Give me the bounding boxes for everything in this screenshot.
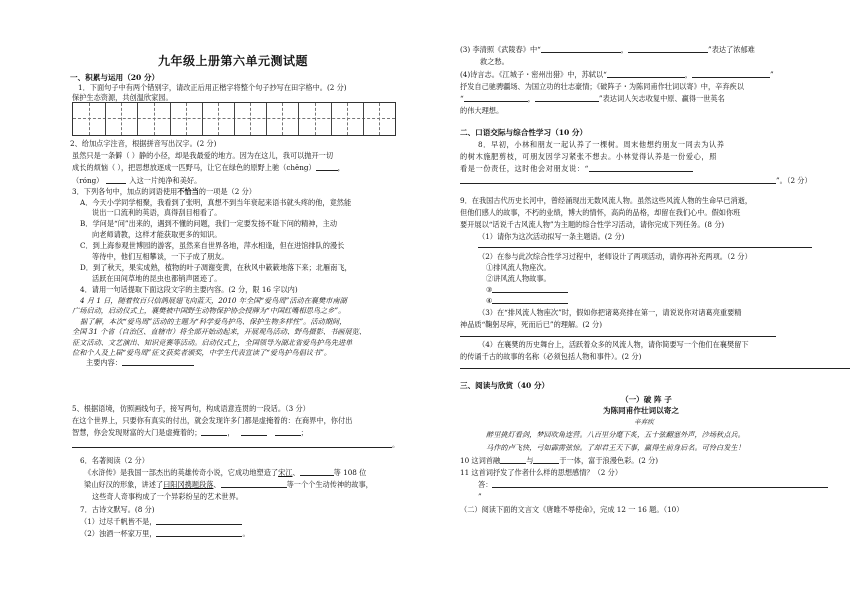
- grid-cell-divider: [298, 103, 299, 135]
- grid-cell-divider: [105, 103, 106, 135]
- q9-sub-3-line-2: 神品质“鞠躬尽瘁，死而后已”的理解。(2 分): [460, 320, 603, 329]
- question-9-line-1: 9．在我国古代历史长河中，曾经涌现出无数风流人物。虽然这些风流人物的生命早已消逝，: [460, 196, 753, 205]
- grid-cell-divider: [250, 103, 251, 135]
- poem-line-2: 马作的卢飞快，弓如霹雳弦惊。了却君王天下事，赢得生前身后名。可怜白发生！: [486, 443, 745, 452]
- q5-period: 。: [392, 440, 400, 449]
- q6-line-2: [84, 480, 373, 489]
- q7-3-tail: ”表达了浓郁难: [708, 45, 755, 54]
- q7-item-3-cont: 救之愁。: [480, 57, 509, 66]
- q2-tail: 入这一片纯净和美好。: [129, 176, 202, 185]
- q11-answer-blank[interactable]: [492, 480, 828, 488]
- q7-4-quote: ”: [770, 70, 774, 79]
- grid-cell-divider: [331, 103, 332, 135]
- option-a-line-1: A．今天小学同学相聚，我看到了张明，真想不到当年衰起来语书就头疼的他，竟然能: [80, 198, 352, 207]
- q5-line-3: [72, 440, 399, 449]
- q10-blank-2[interactable]: [533, 456, 559, 464]
- q7-3-comma: ，: [620, 45, 629, 54]
- question-2-line-1: 虽然只是一条僻（ ）静的小径，却是我最爱的地方。因为在这儿，我可以抛开一切: [72, 151, 334, 160]
- q5-blank-3[interactable]: [275, 428, 301, 436]
- q7-4-blank-3[interactable]: [464, 94, 528, 102]
- grid-cell-divider: [202, 103, 203, 135]
- q9-activity-4-num: ④: [486, 296, 493, 305]
- q6-text-e: 梁山好汉的形象，讲述了: [84, 480, 164, 489]
- option-b-line-2: 向老师请教，这样才能获取更多的知识。: [92, 230, 222, 239]
- q3-emphasis: 不恰当: [177, 187, 199, 196]
- question-8-line-4: [460, 176, 812, 185]
- q9-activity-3: [486, 285, 568, 294]
- q6-text-f: 、: [213, 480, 221, 489]
- question-6: 6．名著阅读（2 分）: [80, 456, 149, 465]
- q7-2-period: 。: [242, 529, 250, 538]
- grid-cell-divider: [154, 103, 155, 135]
- poem-line-1: 醉里挑灯看剑，梦回吹角连营。八百里分麾下炙，五十弦翻塞外声，沙场秋点兵。: [486, 430, 745, 439]
- q4-passage-1: 4 月 1 日，随着牧百只信鸽展翅飞向蓝天，2010 年全国“爱鸟周”活动在襄樊市南湖: [80, 296, 347, 305]
- question-5: 5、根据语境，仿照画线句子，接写两句，构成语意连贯的一段话。（3 分）: [72, 404, 310, 413]
- question-7: 7．古诗文默写。(8 分): [80, 505, 155, 514]
- section-1-heading: 一、积累与运用（20 分）: [70, 73, 160, 82]
- q6-text-g: 等一个个生动传神的故事，: [286, 480, 373, 489]
- q5-blank-2[interactable]: [241, 428, 267, 436]
- grid-cell-divider: [234, 103, 235, 135]
- question-8-line-3: [460, 164, 693, 173]
- q4-answer: [86, 358, 194, 367]
- q2-comma: ，: [337, 163, 345, 172]
- question-2-line-2: [72, 163, 345, 172]
- option-c-line-1: C．到上海参观世博园的游客，虽然来自世界各地，萍水相逢，但在进馆排队的漫长: [80, 241, 345, 250]
- q4-answer-label: 主要内容：: [86, 358, 122, 367]
- page-title: 九年级上册第六单元测试题: [158, 54, 309, 68]
- q9-sub-3-line-1: （3）在“排风流人物座次”时，假如你把诸葛亮排在第一，请说说你对诸葛亮重要精: [478, 308, 742, 317]
- q5-blank-4[interactable]: [72, 440, 392, 448]
- grid-cell-divider: [186, 103, 187, 135]
- tianzige-grid[interactable]: [72, 102, 396, 136]
- q3-text-a: 3．下列各句中，加点的词语使用: [72, 187, 178, 196]
- question-2: 2、给加点字注音，根据拼音写出汉字。(2 分): [70, 139, 217, 148]
- question-2-line-3: [72, 176, 201, 185]
- grid-cell-divider: [363, 103, 364, 135]
- q2-blank-2[interactable]: [106, 176, 126, 184]
- question-11: 11 这首词抒发了作者什么样的思想感情？（2 分）: [460, 468, 623, 477]
- q10-text-a: 10 这词首融: [460, 456, 501, 465]
- section-3-heading: 三、阅读与欣赏（40 分）: [460, 381, 550, 390]
- subsection-2-heading: （二）阅读下面的文言文《唐睢不辱使命》，完成 12 一 16 题。（10）: [460, 505, 684, 514]
- q6-blank-2[interactable]: [221, 480, 287, 488]
- q7-2-blank[interactable]: [156, 529, 242, 537]
- q11-answer-end: ”: [478, 492, 482, 501]
- q4-passage-4: 全国 31 个省（自治区、直辖市）将全部开始动起来，开展观鸟活动、野鸟摄影、书画展览、: [72, 327, 367, 336]
- q4-passage-3: 据了解，本次“爱鸟周”活动的主题为“科学爱鸟护鸟、保护生物多样性”。活动期间，: [80, 317, 347, 326]
- question-3: [72, 187, 256, 196]
- q9-answer-line-3[interactable]: [460, 368, 850, 369]
- grid-cell-divider: [137, 103, 138, 135]
- q9-activity-1: ①排风流人物座次。: [486, 263, 551, 272]
- q8-text: 看是一份责任，这时他会对朋友说：“: [460, 164, 589, 173]
- q7-4-blank-4[interactable]: [535, 94, 599, 102]
- q9-answer-line-2[interactable]: [460, 336, 776, 337]
- q5-text: 智慧，你会发现财富的大门是虚掩着的；: [72, 428, 202, 437]
- option-d-line-1: D．到了秋天，果实成熟，植物的叶子凋谢变黄，在秋风中簌簌地落下来；北雁南飞，: [80, 263, 352, 272]
- grid-cell-divider: [89, 103, 90, 135]
- q7-4-text: (4)诗言志。《江城子・密州出猎》中，苏轼以“: [460, 70, 607, 79]
- q6-text-d: 等 108 位: [333, 468, 367, 477]
- q9-sub-4-line-2: 的传诵千古的故事的名称（必须包括人物和事件）。(2 分): [460, 352, 642, 361]
- question-8-line-1: 8．早初，小林和朋友一起认养了一棵树。周末他想约朋友一同去为认养: [478, 140, 725, 149]
- option-d-line-2: 活跃在田间草地的昆虫也都销声匿迹了。: [92, 274, 222, 283]
- q7-4-comma: ，: [684, 70, 693, 79]
- left-page: [0, 0, 430, 596]
- q6-line-1: [84, 468, 366, 477]
- question-4: 4．请用一句话提取下面这段文字的主要内容。(2 分，限 16 字以内): [80, 285, 298, 294]
- q5-semicolon: ；: [300, 428, 308, 437]
- grid-cell-divider: [347, 103, 348, 135]
- grid-cell-divider: [282, 103, 283, 135]
- q5-line-1: 在这个世界上，只要你有真实的付出，就会发现许多门都是虚掩着的：在商界中，你付出: [72, 416, 353, 425]
- q7-4-comma-2: ，: [527, 94, 535, 103]
- q9-activity-4: [486, 296, 568, 305]
- q6-line-3: 这些奇人奇事构成了一个异彩纷呈的艺术世界。: [92, 492, 243, 501]
- q7-item-2: [80, 529, 250, 538]
- q9-answer-line-1[interactable]: [478, 247, 812, 248]
- q6-text-c: 、: [292, 468, 300, 477]
- q7-4-blank-2[interactable]: [692, 70, 770, 78]
- q9-sub-2: （2）在参与此次综合性学习过程中，老师设计了两项活动，请你再补充两项。（2 分）: [478, 252, 752, 261]
- q5-comma: ，: [227, 428, 235, 437]
- q7-4-tail: ”表达词人矢志收复中原、赢得一世英名: [598, 94, 725, 103]
- q6-text-a: 《水浒传》是我国一部杰出的英雄传奇小说，它成功地塑造了: [84, 468, 279, 477]
- option-c-line-2: 等待中，他们互相攀谈，一下子成了朋友。: [92, 252, 229, 261]
- q2-blank-1[interactable]: [316, 163, 338, 171]
- question-9-line-2: 但他们感人的故事，不朽的业绩，博大的情怀，高尚的品格，却留在我们心中。假如你班: [460, 208, 741, 217]
- q8-tail: ”。（2 分）: [776, 176, 812, 185]
- section-2-heading: 二、口语交际与综合性学习（10 分）: [460, 128, 588, 137]
- q11-answer: [478, 480, 828, 489]
- q7-4-blank-1[interactable]: [607, 70, 685, 78]
- grid-cell-divider: [379, 103, 380, 135]
- q8-blank-1[interactable]: [589, 164, 693, 172]
- q7-3-text: (3) 李清照《武陵春》中“: [460, 45, 541, 54]
- q7-item-3: [460, 45, 755, 54]
- poem-author: 辛弃疾: [634, 418, 654, 426]
- q9-activity-3-num: ③: [486, 285, 493, 294]
- q9-activity-2: ②讲风流人物故事。: [486, 274, 551, 283]
- q9-sub-1: （1）请你为这次活动拟写一条主题语。(2 分): [478, 232, 625, 241]
- q7-2-text: （2）浊酒一杯家万里，: [80, 529, 157, 538]
- q9-sub-4-line-1: （4）在襄樊的历史舞台上，活跃着众多的风流人物，请你简要写一个他们在襄樊留下: [478, 340, 749, 349]
- poem-subtitle: 为陈同甫作壮词以寄之: [603, 406, 679, 415]
- q7-1-blank[interactable]: [156, 517, 242, 525]
- q7-item-4: [460, 70, 774, 79]
- q2-text: 成长的烦恼（ ），把思想放逐成一匹野马，让它在绿色的原野上驰（chěng）: [72, 163, 316, 172]
- grid-cell-divider: [315, 103, 316, 135]
- grid-cell-divider: [218, 103, 219, 135]
- question-8-line-2: 的树木施肥剪枝，可朋友因学习紧张不想去。小林觉得认养是一份爱心，照: [460, 152, 717, 161]
- q11-answer-label: 答：: [478, 480, 493, 489]
- grid-cell-divider: [121, 103, 122, 135]
- q8-blank-2[interactable]: [460, 176, 776, 184]
- q7-item-4-line-3: [460, 94, 725, 103]
- q7-4-open: “: [460, 94, 464, 103]
- right-page: [438, 0, 861, 596]
- q10-text-c: 于一体，富于浪漫色彩。(2 分): [559, 456, 659, 465]
- q9-activity-4-blank[interactable]: [492, 296, 568, 304]
- q4-passage-5: 征文活动、文艺演出、知识竞赛等活动。启动仪式上，全国领导为湖北省爱鸟护鸟先进单: [72, 338, 353, 347]
- q7-item-4-line-4: 的伟大理想。: [460, 106, 504, 115]
- poem-title: （一）破 阵 子: [621, 395, 672, 404]
- q6-answer-2: 曰阳冈携题段落: [163, 480, 214, 489]
- option-b-line-1: B．学问是“问”出来的，遇到不懂的问题，我们一定要发扬不耻下问的精神，主动: [80, 219, 338, 228]
- option-a-line-2: 说出一口流利的英语，真得刮目相看了。: [92, 208, 222, 217]
- q5-blank-1[interactable]: [201, 428, 227, 436]
- q7-item-1: [80, 517, 242, 526]
- q7-3-blank-1[interactable]: [541, 45, 621, 53]
- question-1: 1．下面句子中有两个错别字，请改正后用正楷字将整个句子抄写在田字格中。(2 分): [78, 83, 347, 92]
- q7-1-text: （1）过尽千帆皆不是，: [80, 517, 157, 526]
- q7-3-blank-2[interactable]: [628, 45, 708, 53]
- q2-pinyin: （róng）: [72, 176, 104, 185]
- q6-blank-1[interactable]: [300, 468, 334, 476]
- q5-line-2: [72, 428, 308, 437]
- q10-text-b: 与: [526, 456, 534, 465]
- q4-answer-blank[interactable]: [122, 358, 194, 366]
- q4-passage-6: 位和个人及上届“爱鸟周”征文获奖者颁奖，中学生代表宣读了“爱鸟护鸟倡议书”。: [72, 348, 332, 357]
- q9-activity-3-blank[interactable]: [492, 285, 568, 293]
- grid-cell-divider: [170, 103, 171, 135]
- question-1-sentence: 保护生态资源，共创温欣家园。: [72, 93, 173, 102]
- question-10: [460, 456, 658, 465]
- q3-text-c: 的一项是（2 分）: [198, 187, 256, 196]
- q4-passage-2: 广场启动，启动仪式上，襄樊被中国野生动物保护协会授牌为“中国红嘴相思鸟之乡”。: [72, 306, 346, 315]
- q10-blank-1[interactable]: [500, 456, 526, 464]
- q6-answer-1: 宋江: [278, 468, 293, 477]
- question-9-line-3: 要开展以“话说千古风流人物”为主题的综合性学习活动，请你完成下列任务。(8 分): [460, 220, 725, 229]
- grid-cell-divider: [266, 103, 267, 135]
- q7-item-4-line-2: 抒发自己驰骋疆场、为国立功的壮志豪情；《破阵子・为陈同甫作壮词以寄》中，辛弃疾以: [460, 82, 744, 91]
